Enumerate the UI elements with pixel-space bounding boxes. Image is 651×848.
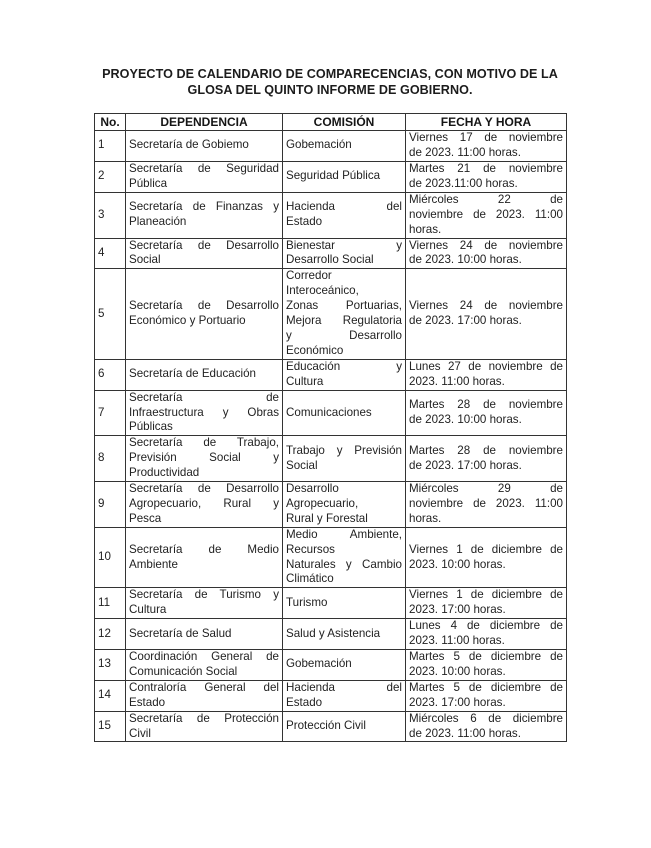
fecha-line: horas.: [409, 511, 442, 525]
comision-line: Naturales y Cambio: [286, 557, 402, 571]
dependencia-line: Agropecuario, Rural y: [129, 496, 279, 510]
dependencia-line: Secretaría de: [129, 390, 279, 404]
dependencia-line: Contraloría General del: [129, 680, 279, 694]
fecha-line: de 2023. 17:00 horas.: [409, 458, 522, 472]
cell-no: 8: [95, 436, 126, 482]
table-header-row: [95, 114, 567, 131]
table-row: [95, 269, 567, 359]
fecha-line: Lunes 27 de noviembre de: [409, 359, 563, 373]
table-row: [95, 131, 567, 162]
dependencia-line: Infraestructura y Obras: [129, 405, 279, 419]
comision-line: Recursos: [286, 542, 335, 556]
cell-dependencia: [126, 390, 283, 436]
dependencia-line: Secretaría de Educación: [129, 367, 256, 381]
header-dependencia: DEPENDENCIA: [126, 114, 283, 131]
table-row: [95, 680, 567, 711]
table-row: [95, 588, 567, 619]
cell-dependencia: [126, 192, 283, 238]
dependencia-line: Secretaría de Gobiemo: [129, 138, 249, 152]
table-row: [95, 436, 567, 482]
cell-dependencia: [126, 131, 283, 162]
table-row: [95, 482, 567, 528]
cell-dependencia: [126, 359, 283, 390]
cell-comision: [283, 619, 406, 650]
cell-no: 1: [95, 131, 126, 162]
comision-line: Agropecuario,: [286, 496, 359, 510]
comision-line: Desarrollo Social: [286, 253, 374, 267]
dependencia-line: Pública: [129, 176, 168, 190]
comision-line: Trabajo y Previsión: [286, 443, 402, 457]
dependencia-line: Ambiente: [129, 557, 178, 571]
cell-fecha: [406, 161, 567, 192]
dependencia-line: Secretaría de Turismo y: [129, 588, 279, 602]
comision-line: Desarrollo: [286, 482, 339, 496]
fecha-line: Viernes 24 de noviembre: [409, 299, 563, 313]
fecha-line: Martes 5 de diciembre de: [409, 650, 563, 663]
cell-dependencia: [126, 619, 283, 650]
cell-comision: [283, 527, 406, 588]
cell-comision: [283, 711, 406, 742]
comision-line: Educación y: [286, 359, 402, 373]
comision-line: Turismo: [286, 595, 328, 609]
dependencia-line: Civil: [129, 726, 151, 740]
cell-fecha: [406, 527, 567, 588]
comision-line: Hacienda del: [286, 200, 402, 214]
comision-line: Medio Ambiente,: [286, 527, 402, 541]
dependencia-line: Secretaría de Salud: [129, 626, 232, 640]
cell-no: 13: [95, 650, 126, 681]
cell-comision: [283, 650, 406, 681]
fecha-line: de 2023. 17:00 horas.: [409, 314, 522, 328]
cell-comision: [283, 482, 406, 528]
table-row: [95, 192, 567, 238]
fecha-line: de 2023. 11:00 horas.: [409, 726, 521, 740]
cell-no: 3: [95, 192, 126, 238]
cell-comision: [283, 161, 406, 192]
cell-fecha: [406, 192, 567, 238]
table-row: [95, 390, 567, 436]
header-comision: COMISIÓN: [283, 114, 406, 131]
fecha-line: 2023. 11:00 horas.: [409, 374, 505, 388]
fecha-line: 2023. 10:00 horas.: [409, 664, 506, 678]
comision-line: Corredor: [286, 269, 332, 283]
cell-comision: [283, 238, 406, 269]
cell-no: 4: [95, 238, 126, 269]
dependencia-line: Planeación: [129, 215, 187, 229]
comision-line: Mejora Regulatoria: [286, 314, 402, 328]
dependencia-line: Social: [129, 253, 161, 267]
dependencia-line: Secretaría de Protección: [129, 711, 279, 725]
cell-fecha: [406, 238, 567, 269]
cell-dependencia: [126, 680, 283, 711]
comision-line: Rural y Forestal: [286, 511, 368, 525]
cell-fecha: [406, 269, 567, 359]
cell-dependencia: [126, 588, 283, 619]
fecha-line: de 2023.11:00 horas.: [409, 176, 518, 190]
cell-dependencia: [126, 161, 283, 192]
comision-line: Bienestar y: [286, 238, 402, 252]
fecha-line: Martes 28 de noviembre: [409, 443, 563, 457]
comision-line: Hacienda del: [286, 680, 402, 694]
cell-comision: [283, 390, 406, 436]
fecha-line: noviembre de 2023. 11:00: [409, 496, 563, 510]
fecha-line: Viernes 1 de diciembre de: [409, 542, 563, 556]
fecha-line: Martes 21 de noviembre: [409, 161, 563, 175]
dependencia-line: Secretaría de Finanzas y: [129, 200, 279, 214]
fecha-line: Martes 5 de diciembre de: [409, 680, 563, 694]
header-no: No.: [95, 114, 126, 131]
cell-comision: [283, 588, 406, 619]
dependencia-line: Secretaría de Medio: [129, 542, 279, 556]
comision-line: Climático: [286, 572, 334, 586]
table-body: [95, 131, 567, 742]
cell-comision: [283, 436, 406, 482]
cell-fecha: [406, 680, 567, 711]
table-row: [95, 619, 567, 650]
table-row: [95, 359, 567, 390]
dependencia-line: Cultura: [129, 603, 167, 617]
cell-dependencia: [126, 482, 283, 528]
cell-no: 2: [95, 161, 126, 192]
cell-dependencia: [126, 527, 283, 588]
cell-no: 15: [95, 711, 126, 742]
cell-comision: [283, 680, 406, 711]
cell-no: 12: [95, 619, 126, 650]
fecha-line: 2023. 17:00 horas.: [409, 603, 506, 617]
dependencia-line: Secretaría de Seguridad: [129, 161, 279, 175]
comision-line: Estado: [286, 695, 323, 709]
table-row: [95, 238, 567, 269]
fecha-line: 2023. 17:00 horas.: [409, 695, 506, 709]
fecha-line: noviembre de 2023. 11:00: [409, 207, 563, 221]
cell-fecha: [406, 711, 567, 742]
comision-line: Económico: [286, 343, 344, 357]
cell-comision: [283, 131, 406, 162]
table-row: [95, 650, 567, 681]
cell-no: 6: [95, 359, 126, 390]
cell-comision: [283, 269, 406, 359]
cell-no: 10: [95, 527, 126, 588]
fecha-line: Martes 28 de noviembre: [409, 398, 563, 412]
cell-fecha: [406, 588, 567, 619]
cell-comision: [283, 359, 406, 390]
fecha-line: de 2023. 10:00 horas.: [409, 253, 522, 267]
comision-line: Interoceánico,: [286, 284, 359, 298]
comision-line: Gobemación: [286, 657, 352, 671]
cell-fecha: [406, 650, 567, 681]
dependencia-line: Económico y Portuario: [129, 314, 246, 328]
header-fecha-hora: FECHA Y HORA: [406, 114, 567, 131]
title-line-1: PROYECTO DE CALENDARIO DE COMPARECENCIAS, CON MOTIVO DE LA: [102, 67, 558, 81]
fecha-line: Miércoles 29 de: [409, 482, 563, 496]
fecha-line: 2023. 10:00 horas.: [409, 557, 506, 571]
fecha-line: horas.: [409, 222, 442, 236]
fecha-line: Viernes 17 de noviembre: [409, 131, 563, 144]
comision-line: Seguridad Pública: [286, 169, 381, 183]
dependencia-line: Secretaría de Desarrollo: [129, 482, 279, 496]
cell-fecha: [406, 131, 567, 162]
cell-dependencia: [126, 650, 283, 681]
fecha-line: de 2023. 10:00 horas.: [409, 412, 522, 426]
dependencia-line: Coordinación General de: [129, 650, 279, 663]
cell-no: 5: [95, 269, 126, 359]
dependencia-line: Comunicación Social: [129, 664, 238, 678]
dependencia-line: Secretaría de Desarrollo: [129, 238, 279, 252]
cell-comision: [283, 192, 406, 238]
table-row: [95, 711, 567, 742]
fecha-line: 2023. 11:00 horas.: [409, 634, 505, 648]
dependencia-line: Previsión Social y: [129, 451, 279, 465]
fecha-line: de 2023. 11:00 horas.: [409, 145, 521, 159]
schedule-table: [94, 113, 567, 742]
dependencia-line: Públicas: [129, 420, 173, 434]
fecha-line: Miércoles 22 de: [409, 192, 563, 206]
comision-line: Estado: [286, 215, 323, 229]
cell-no: 9: [95, 482, 126, 528]
dependencia-line: Secretaría de Desarrollo: [129, 299, 279, 313]
cell-dependencia: [126, 436, 283, 482]
cell-fecha: [406, 482, 567, 528]
cell-dependencia: [126, 238, 283, 269]
table-row: [95, 527, 567, 588]
title-line-2: GLOSA DEL QUINTO INFORME DE GOBIERNO.: [187, 83, 473, 97]
comision-line: Cultura: [286, 374, 324, 388]
comision-line: Social: [286, 458, 318, 472]
comision-line: Salud y Asistencia: [286, 626, 381, 640]
document-title: [80, 66, 580, 98]
cell-no: 7: [95, 390, 126, 436]
comision-line: Comunicaciones: [286, 405, 372, 419]
cell-no: 14: [95, 680, 126, 711]
dependencia-line: Secretaría de Trabajo,: [129, 436, 279, 450]
cell-dependencia: [126, 269, 283, 359]
fecha-line: Viernes 24 de noviembre: [409, 238, 563, 252]
fecha-line: Lunes 4 de diciembre de: [409, 619, 563, 633]
cell-fecha: [406, 359, 567, 390]
table-row: [95, 161, 567, 192]
dependencia-line: Estado: [129, 695, 166, 709]
dependencia-line: Pesca: [129, 511, 162, 525]
comision-line: y Desarrollo: [286, 328, 402, 342]
cell-dependencia: [126, 711, 283, 742]
dependencia-line: Productividad: [129, 466, 200, 480]
comision-line: Zonas Portuarias,: [286, 299, 402, 313]
comision-line: Protección Civil: [286, 719, 366, 733]
cell-no: 11: [95, 588, 126, 619]
comision-line: Gobemación: [286, 138, 352, 152]
cell-fecha: [406, 436, 567, 482]
cell-fecha: [406, 390, 567, 436]
fecha-line: Miércoles 6 de diciembre: [409, 711, 563, 725]
cell-fecha: [406, 619, 567, 650]
fecha-line: Viernes 1 de diciembre de: [409, 588, 563, 602]
